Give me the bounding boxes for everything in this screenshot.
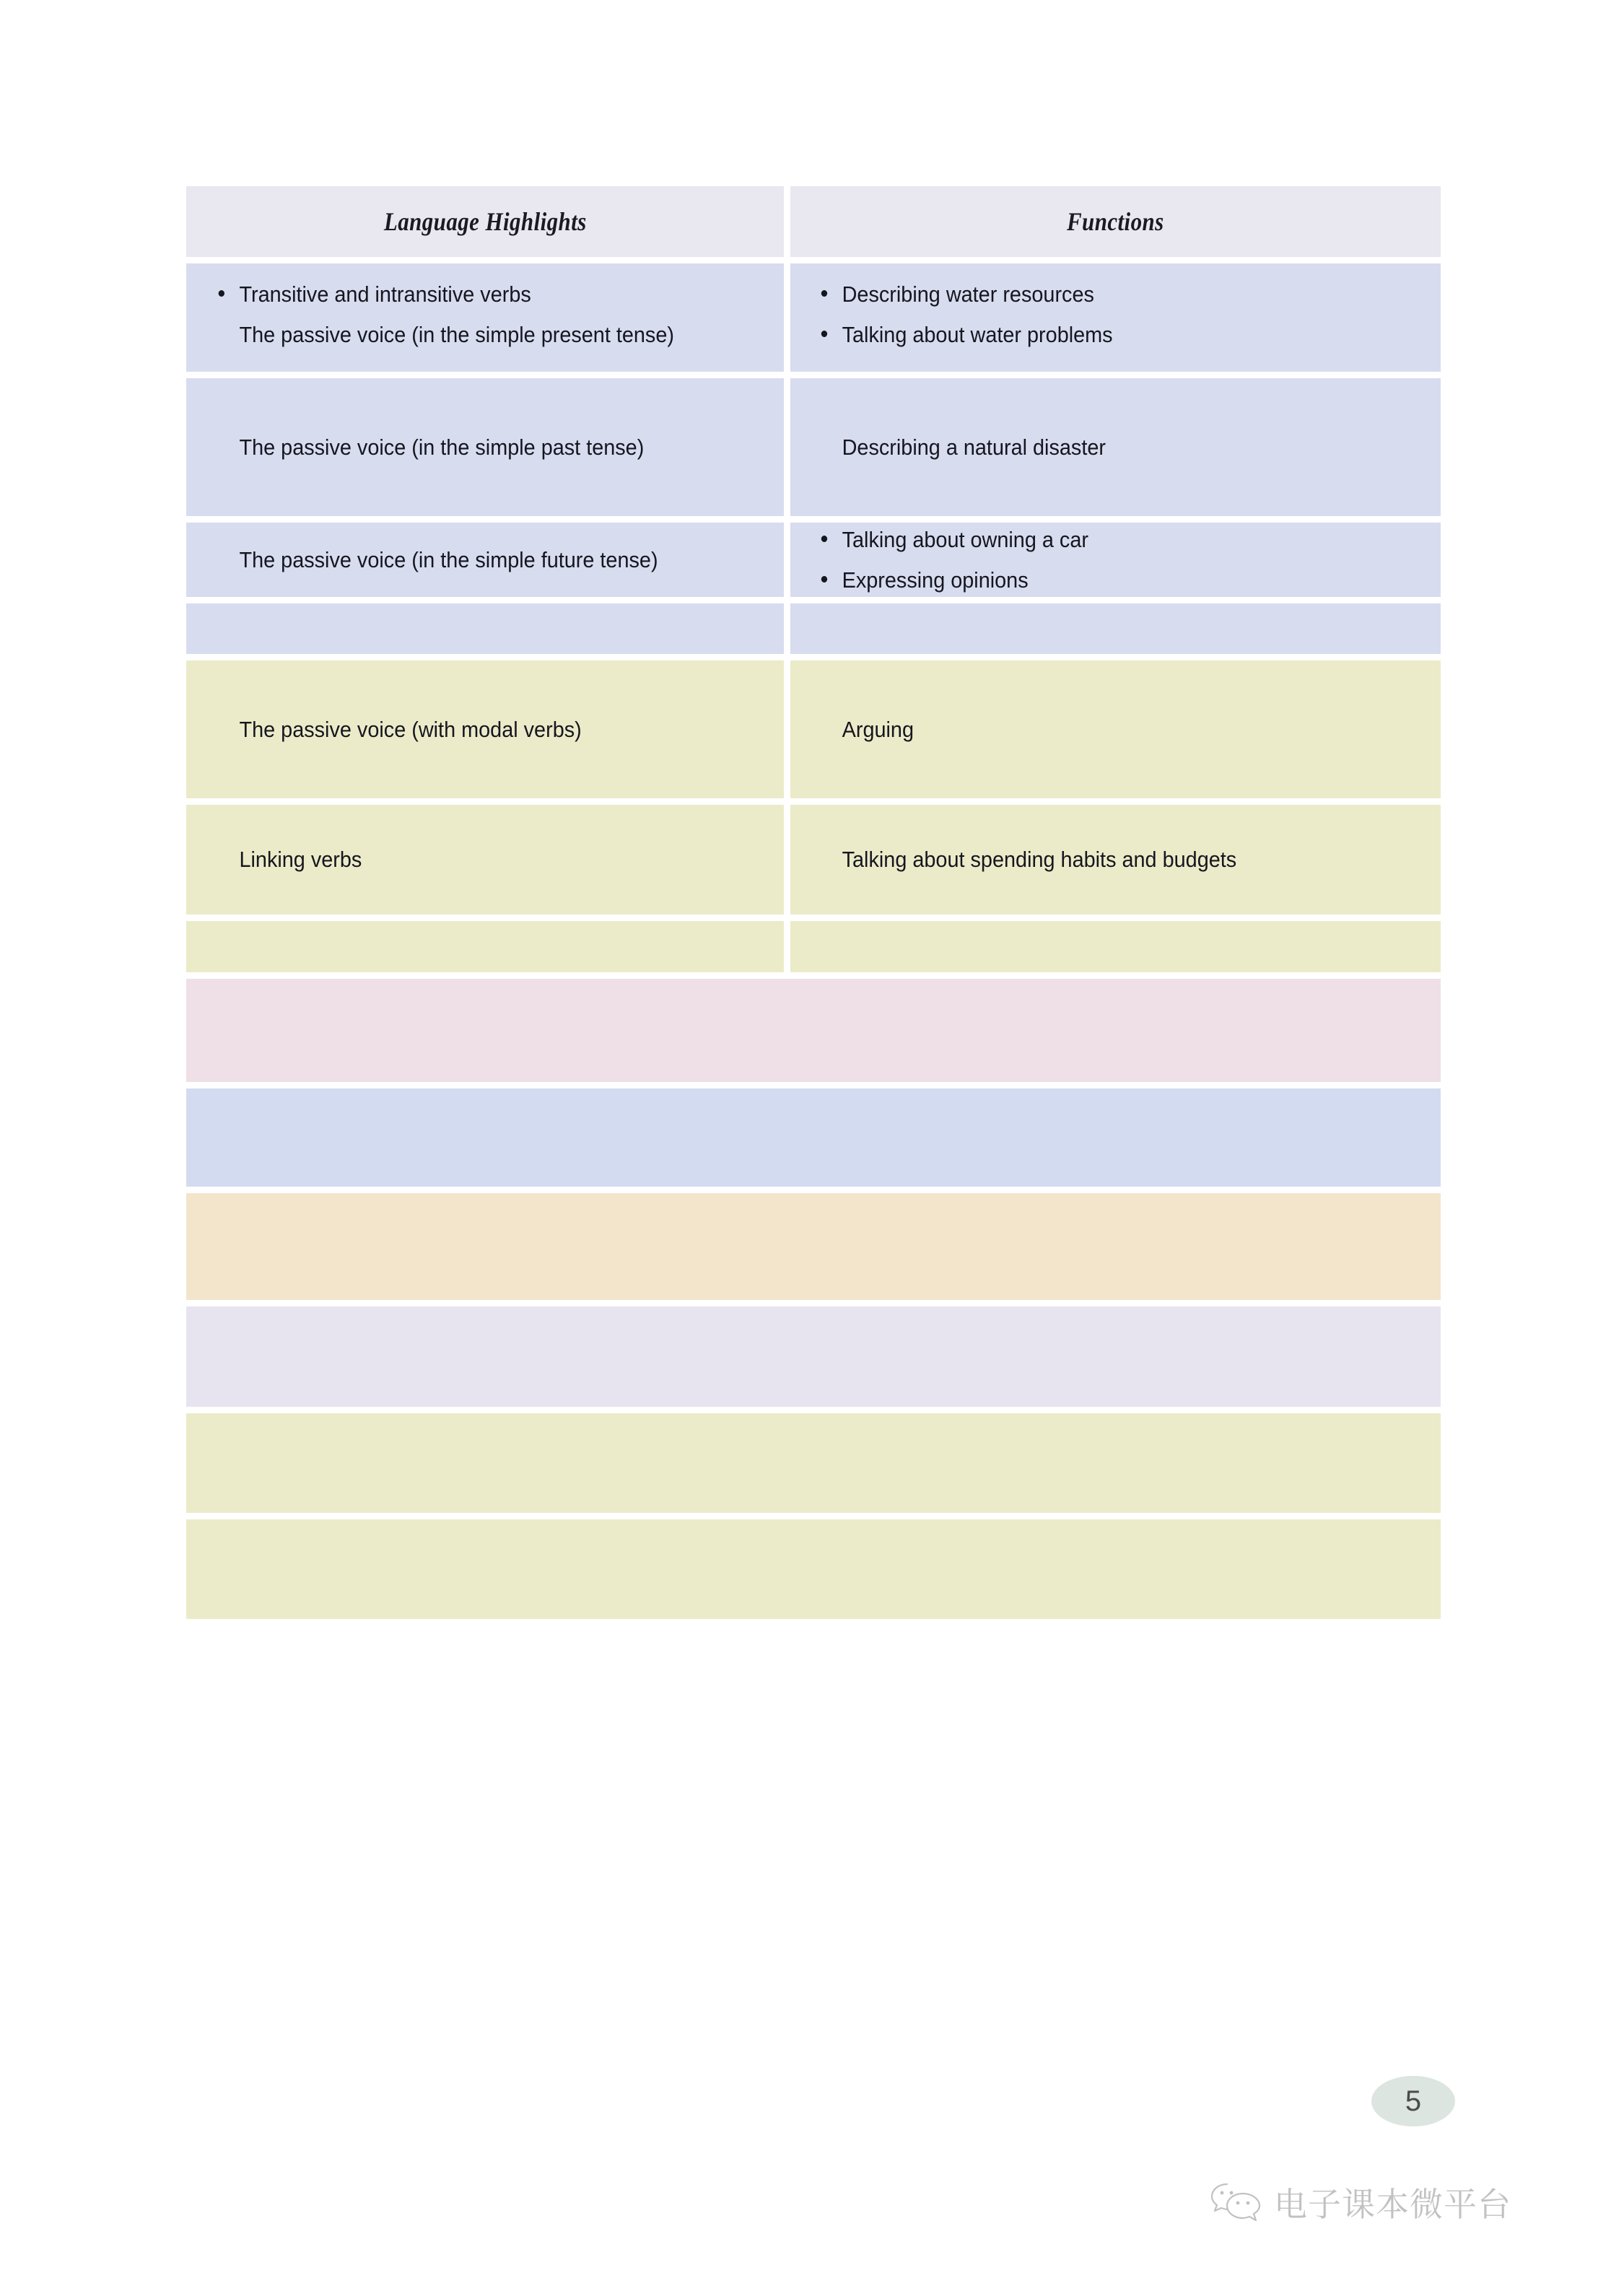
cell-content <box>790 715 940 744</box>
row-cell-right <box>790 921 1441 972</box>
color-band-pink <box>186 979 1441 1082</box>
header-cell-language-highlights <box>186 186 784 257</box>
table-row-empty <box>186 921 1441 972</box>
list-item: Describing a natural disaster <box>842 434 1106 460</box>
color-band-yellow-first <box>186 1413 1441 1513</box>
list-item: Transitive and intransitive verbs <box>214 279 674 309</box>
cell-content <box>186 545 686 575</box>
watermark <box>1210 2178 1511 2226</box>
list-item: The passive voice (with modal verbs) <box>239 716 582 742</box>
bullet-list <box>817 845 1236 874</box>
cell-content <box>790 279 1140 349</box>
bullet-list <box>214 545 658 575</box>
bullet-list <box>817 715 914 744</box>
cell-content <box>790 525 1115 595</box>
row-cell-right <box>790 523 1441 597</box>
table-header-row <box>186 186 1441 257</box>
table-row <box>186 805 1441 915</box>
bullet-list <box>817 279 1112 349</box>
list-item: The passive voice (in the simple present tense) <box>239 322 674 348</box>
table-row <box>186 378 1441 516</box>
list-item: The passive voice (in the simple past tense) <box>239 434 645 460</box>
list-item: Arguing <box>842 716 914 742</box>
cell-content <box>790 845 1263 874</box>
row-cell-left <box>186 660 784 798</box>
list-item: Talking about spending habits and budgets <box>842 847 1237 873</box>
list-item: Describing water resources <box>817 279 1112 309</box>
row-cell-right <box>790 378 1441 516</box>
row-cell-left <box>186 603 784 654</box>
color-band-peach <box>186 1193 1441 1300</box>
color-band-lavender <box>186 1306 1441 1407</box>
table-row-empty <box>186 603 1441 654</box>
list-item: The passive voice (in the simple future tense) <box>239 546 658 572</box>
cell-content <box>790 432 1132 462</box>
bullet-list <box>214 845 362 874</box>
page-number-badge <box>1371 2076 1455 2126</box>
row-cell-left <box>186 805 784 915</box>
table-row <box>186 660 1441 798</box>
page-number-label: 5 <box>1405 2085 1422 2117</box>
cell-content <box>186 279 702 349</box>
bullet-list <box>817 432 1106 462</box>
row-cell-left <box>186 263 784 372</box>
list-item: Linking verbs <box>239 847 362 873</box>
table-row <box>186 523 1441 597</box>
syllabus-table <box>186 186 1441 1625</box>
row-cell-right <box>790 603 1441 654</box>
color-band-yellow-second <box>186 1519 1441 1619</box>
row-cell-left <box>186 921 784 972</box>
bullet-list <box>214 279 674 349</box>
row-cell-right <box>790 660 1441 798</box>
bullet-list <box>817 525 1088 595</box>
header-label-language-highlights: Language Highlights <box>383 207 587 236</box>
row-cell-left <box>186 523 784 597</box>
row-cell-right <box>790 263 1441 372</box>
row-cell-left <box>186 378 784 516</box>
row-cell-right <box>790 805 1441 915</box>
bullet-list <box>214 432 644 462</box>
cell-content <box>186 845 390 874</box>
table-row <box>186 263 1441 372</box>
header-cell-functions <box>790 186 1441 257</box>
header-label-functions: Functions <box>1067 207 1164 236</box>
list-item: Expressing opinions <box>817 565 1088 595</box>
cell-content <box>186 432 672 462</box>
wechat-icon <box>1210 2181 1265 2224</box>
watermark-text: 电子课本微平台 <box>1274 2185 1511 2224</box>
bullet-list <box>214 715 582 744</box>
list-item: Talking about water problems <box>817 320 1112 349</box>
cell-content <box>186 715 610 744</box>
list-item: Talking about owning a car <box>817 525 1088 554</box>
color-band-blue <box>186 1088 1441 1187</box>
